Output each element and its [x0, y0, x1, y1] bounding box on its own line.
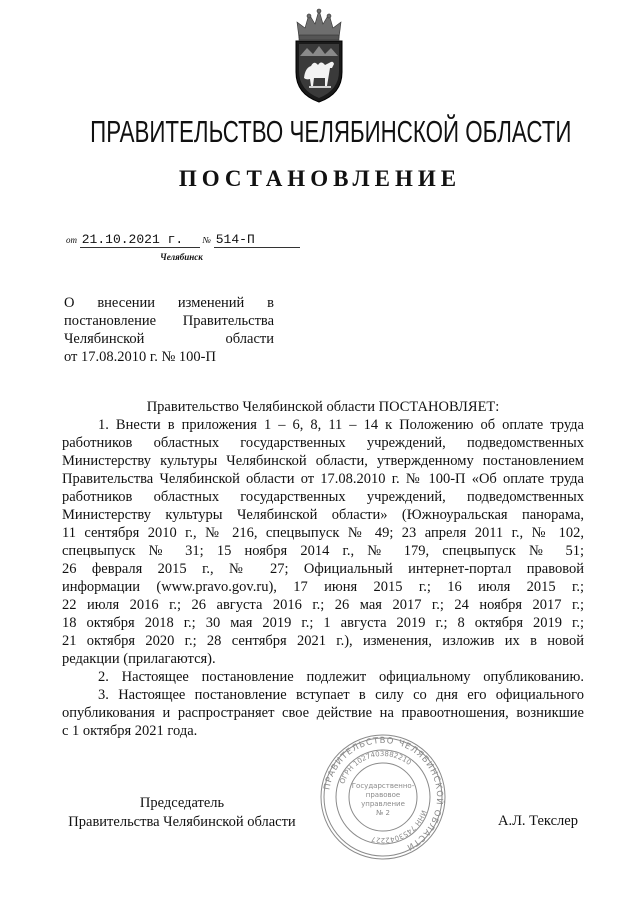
- body-line: опубликования и распространяет свое действие на правоотношения, возникшие: [62, 705, 584, 721]
- seal-outer-text: ПРАВИТЕЛЬСТВО ЧЕЛЯБИНСКОЙ ОБЛАСТИ: [322, 735, 445, 853]
- body-line: 18 октября 2018 г.; 30 мая 2019 г.; 1 августа 2019 г.; 8 октября 2019 г.;: [62, 615, 584, 631]
- body-line: 21 октября 2020 г.; 28 сентября 2021 г.), изменения, изложив их в новой: [62, 633, 584, 649]
- number-label: №: [202, 235, 211, 245]
- document-type: ПОСТАНОВЛЕНИЕ: [178, 166, 462, 191]
- official-seal-stamp: [318, 732, 448, 862]
- subject-line: О внесении изменений в: [64, 295, 274, 311]
- body-line: информации (www.pravo.gov.ru), 17 июня 2015 г.; 16 июля 2015 г.;: [62, 579, 584, 595]
- body-line: 11 сентября 2010 г., № 216, спецвыпуск № 49; 23 апреля 2011 г., № 102,: [62, 525, 584, 541]
- body-line: 22 июля 2016 г.; 26 августа 2016 г.; 26 мая 2017 г.; 24 ноября 2017 г.;: [62, 597, 584, 613]
- body-line: работников областных государственных учреждений, подведомственных: [62, 489, 584, 505]
- subject-line: постановление Правительства: [64, 313, 274, 329]
- government-title: ПРАВИТЕЛЬСТВО ЧЕЛЯБИНСКОЙ ОБЛАСТИ: [90, 114, 572, 149]
- resolution-preamble: Правительство Челябинской области ПОСТАНОВЛЯЕТ:: [146, 399, 500, 415]
- subject-line: от 17.08.2010 г. № 100-П: [64, 349, 216, 365]
- body-line: 1. Внести в приложения 1 – 6, 8, 11 – 14 к Положению об оплате труда: [98, 417, 584, 433]
- body-line: Правительства Челябинской области от 17.08.2010 г. № 100-П «Об оплате труда: [62, 471, 584, 487]
- coat-of-arms-icon: [287, 8, 351, 104]
- seal-center-line: управление: [361, 800, 405, 808]
- seal-center-line: № 2: [376, 809, 390, 817]
- date-number-line: [66, 232, 300, 248]
- resolution-body: [62, 398, 584, 740]
- seal-ogrn: ОГРН 1027403882210: [338, 749, 413, 786]
- seal-center-line: Государственно-: [351, 782, 415, 790]
- body-line: спецвыпуск № 31; 15 ноября 2014 г., № 179, спецвыпуск № 51;: [62, 543, 584, 559]
- body-line: 2. Настоящее постановление подлежит официальному опубликованию.: [98, 669, 584, 685]
- seal-center-line: правовое: [365, 791, 401, 799]
- seal-inn: ИНН 7453042227: [370, 808, 428, 845]
- document-date: 21.10.2021 г.: [80, 232, 200, 248]
- document-subject: [64, 294, 274, 366]
- subject-line: Челябинской области: [64, 331, 274, 347]
- crown-icon: [297, 9, 341, 40]
- body-line: работников областных государственных учреждений, подведомственных: [62, 435, 584, 451]
- city-label: Челябинск: [160, 252, 203, 262]
- body-line: 3. Настоящее постановление вступает в силу со дня его официального: [98, 687, 584, 703]
- signatory-position-line: Правительства Челябинской области: [68, 814, 296, 830]
- body-line: 26 февраля 2015 г., № 27; Официальный интернет-портал правовой: [62, 561, 584, 577]
- date-label: от: [66, 235, 77, 245]
- body-line: с 1 октября 2021 года.: [62, 723, 198, 739]
- body-line: редакции (прилагаются).: [62, 651, 216, 667]
- signatory-position-line: Председатель: [139, 795, 225, 811]
- signatory-name: А.Л. Текслер: [498, 813, 578, 829]
- body-line: Министерству культуры Челябинской области» (Южноуральская панорама,: [62, 507, 584, 523]
- signatory-position: [64, 794, 300, 832]
- document-number: 514-П: [214, 232, 300, 248]
- body-line: Министерству культуры Челябинской области, утвержденному постановлением: [62, 453, 584, 469]
